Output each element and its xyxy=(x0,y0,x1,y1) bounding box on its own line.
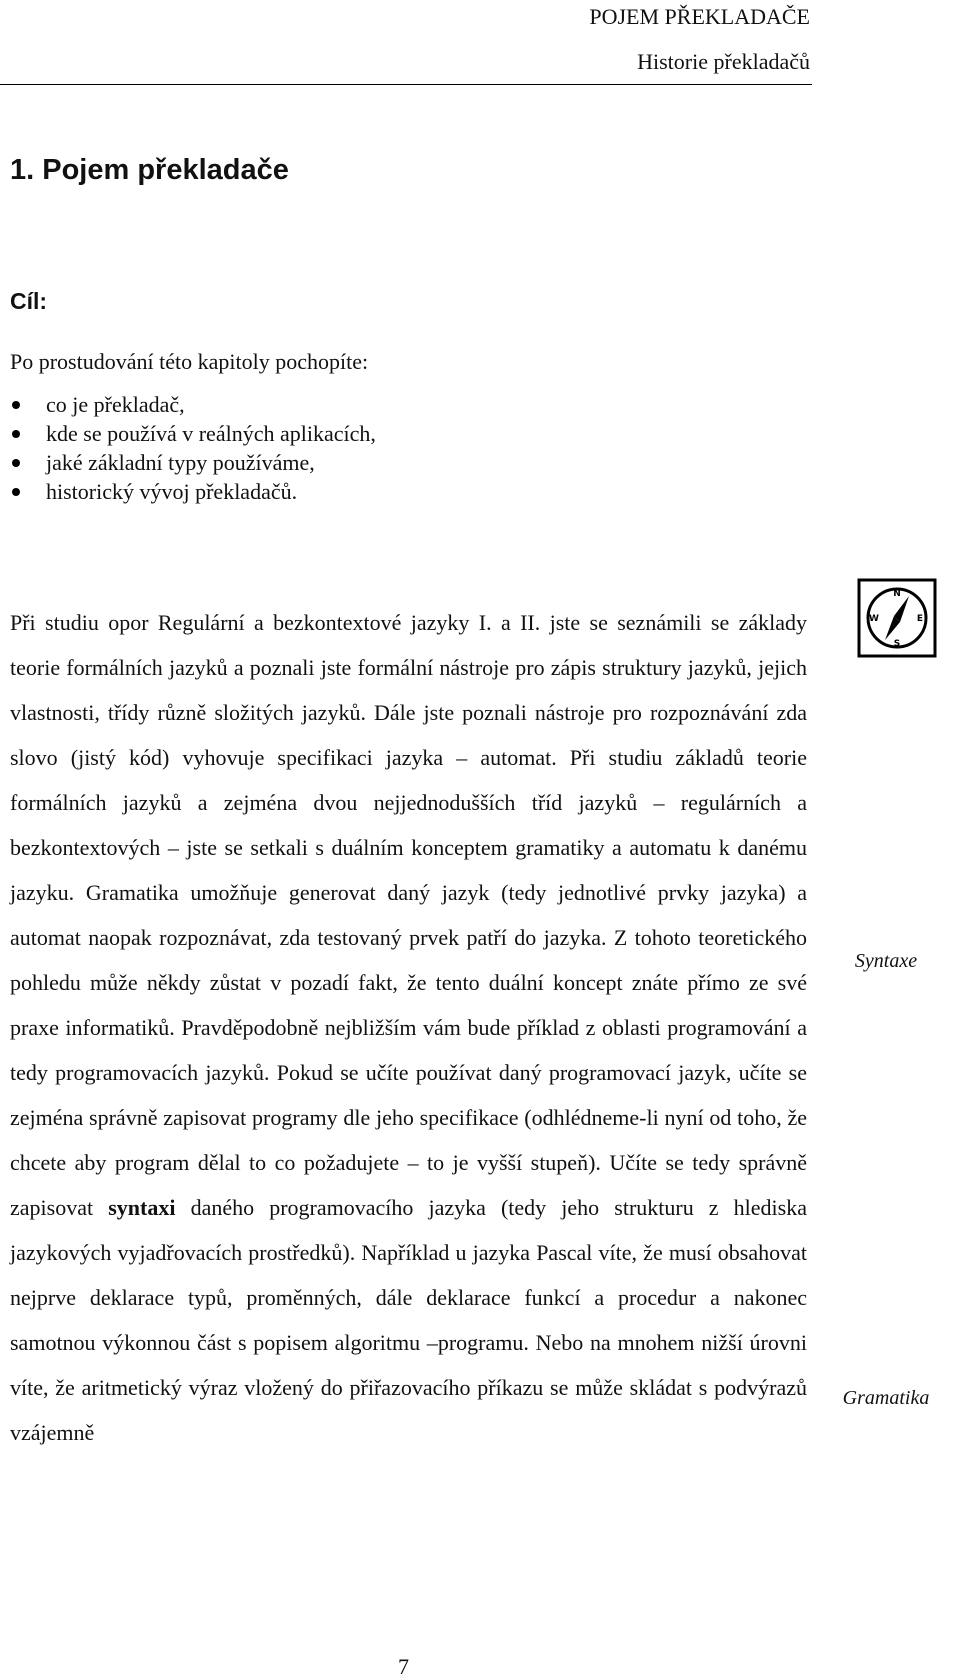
goal-list-item: jaké základní typy používáme, xyxy=(10,448,376,477)
chapter-title: 1. Pojem překladače xyxy=(10,154,289,186)
compass-letter-e: E xyxy=(916,614,924,624)
goal-list-item: kde se používá v reálných aplikacích, xyxy=(10,419,376,448)
goal-list xyxy=(10,390,376,506)
goal-list-item: historický vývoj překladačů. xyxy=(10,477,376,506)
header-chapter-title: POJEM PŘEKLADAČE xyxy=(589,4,810,29)
compass-letter-s: S xyxy=(893,639,901,649)
body-text-part-1: Při studiu opor Regulární a bezkontextové jazyky I. a II. jste se seznámili se základy teorie formálních jazyků a poznali jste formální nástroje pro zápis struktury jazyků, jejich vlastnosti, třídy různě složitých jazyků. Dále jste poznali nástroje pro rozpoznávání zda slovo (jistý kód) vyhovuje specifikaci jazyka – automat. Při studiu základů teorie formálních jazyků a zejména dvou nejjednodušších tříd jazyků – regulárních a bezkontextových – jste se setkali s duálním konceptem gramatiky a automatu k danému jazyku. Gramatika umožňuje generovat daný jazyk (tedy jednotlivé prvky jazyka) a automat naopak rozpoznávat, zda testovaný prvek patří do jazyka. Z tohoto teoretického pohledu může někdy zůstat v pozadí fakt, že tento duální koncept znáte přímo ze své praxe informatiků. Pravděpodobně nejbližším vám bude příklad z oblasti programování a tedy programovacích jazyků. Pokud se učíte používat daný programovací jazyk, učíte se zejména správně zapisovat programy dle jeho specifikace (odhlédneme-li nyní od toho, že chcete aby program dělal to co požadujete – to je vyšší stupeň). Učíte se tedy správně zapisovat xyxy=(10,610,807,1220)
header-divider xyxy=(0,84,812,85)
compass-icon xyxy=(857,578,937,658)
body-paragraph xyxy=(10,600,807,1455)
margin-note-syntax: Syntaxe xyxy=(854,950,918,972)
goal-list-item: co je překladač, xyxy=(10,390,376,419)
header-section-title: Historie překladačů xyxy=(637,49,810,74)
goal-heading: Cíl: xyxy=(10,288,48,314)
margin-note-grammar: Gramatika xyxy=(842,1387,930,1409)
goal-intro: Po prostudování této kapitoly pochopíte: xyxy=(10,349,369,374)
page-number: 7 xyxy=(398,1654,409,1679)
body-text-part-2: daného programovacího jazyka (tedy jeho strukturu z hlediska jazykových vyjadřovacích prostředků). Například u jazyka Pascal víte, že musí obsahovat nejprve deklarace typů, proměnných, dále deklarace funkcí a procedur a nakonec samotnou výkonnou část s popisem algoritmu –programu. Nebo na mnohem nižší úrovni víte, že aritmetický výraz vložený do přiřazovacího příkazu se může skládat s podvýrazů vzájemně xyxy=(10,1195,807,1445)
bold-term-syntax: syntaxi xyxy=(108,1195,176,1220)
compass-letter-w: W xyxy=(869,614,879,624)
compass-letter-n: N xyxy=(893,589,901,599)
